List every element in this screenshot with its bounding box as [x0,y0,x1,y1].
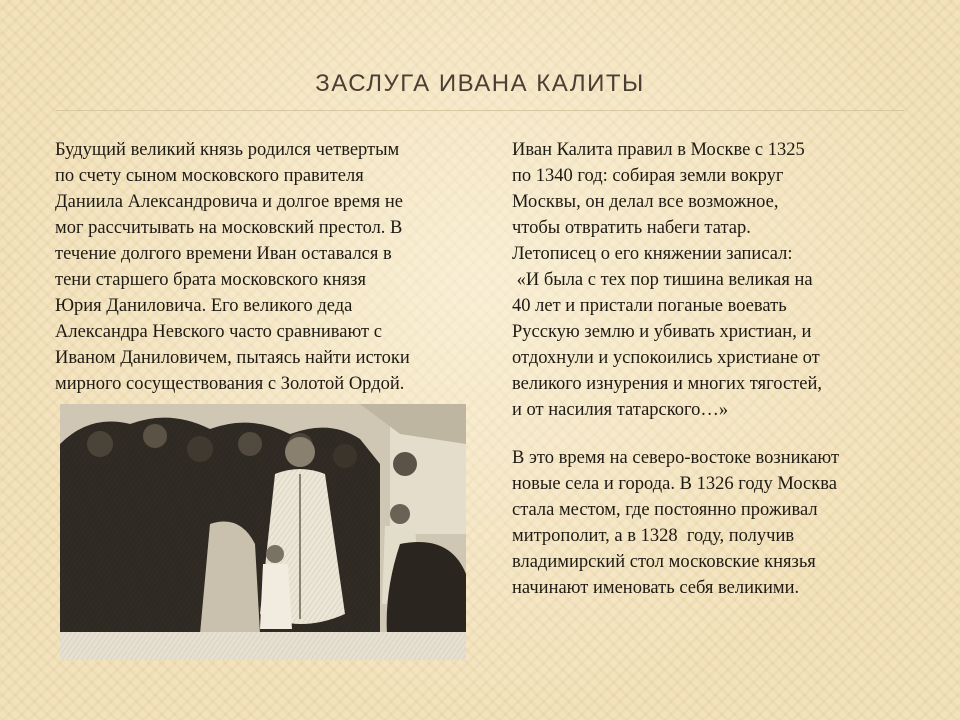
quote-line: 40 лет и пристали поганые воевать [512,296,787,316]
text-line: чтобы отвратить набеги татар. [512,218,751,238]
text-line: стала местом, где постоянно проживал [512,500,818,520]
text-line: митрополит, а в 1328 году, получив [512,526,795,546]
engraving-drawing [60,404,466,660]
paragraph-gap [512,423,912,445]
text-line: В это время на северо-востоке возникают [512,448,840,468]
quote-line: «И была с тех пор тишина великая на [512,270,813,290]
text-line: по счету сыном московского правителя [55,166,364,186]
title-divider [56,110,904,111]
engraving-illustration [60,404,466,660]
text-line: тени старшего брата московского князя [55,270,366,290]
text-line: Иваном Даниловичем, пытаясь найти истоки [55,348,410,368]
text-line: владимирский стол московские князья [512,552,816,572]
text-line: Юрия Даниловича. Его великого деда [55,296,353,316]
slide-title: ЗАСЛУГА ИВАНА КАЛИТЫ [315,70,645,97]
left-text-column [55,137,475,397]
text-line: Летописец о его княжении записал: [512,244,793,264]
text-line: Москвы, он делал все возможное, [512,192,779,212]
quote-line: и от насилия татарского…» [512,400,729,420]
right-text-column [512,137,912,601]
text-line: Иван Калита правил в Москве с 1325 [512,140,805,160]
quote-line: Русскую землю и убивать христиан, и [512,322,812,342]
text-line: мог рассчитывать на московский престол. В [55,218,403,238]
quote-line: великого изнурения и многих тягостей, [512,374,822,394]
text-line: начинают именовать себя великими. [512,578,800,598]
text-line: новые села и города. В 1326 году Москва [512,474,837,494]
text-line: по 1340 год: собирая земли вокруг [512,166,784,186]
text-line: Будущий великий князь родился четвертым [55,140,400,160]
text-line: течение долгого времени Иван оставался в [55,244,392,264]
text-line: Даниила Александровича и долгое время не [55,192,403,212]
text-line: Александра Невского часто сравнивают с [55,322,382,342]
text-line: мирного сосуществования с Золотой Ордой. [55,374,405,394]
quote-line: отдохнули и успокоились христиане от [512,348,820,368]
